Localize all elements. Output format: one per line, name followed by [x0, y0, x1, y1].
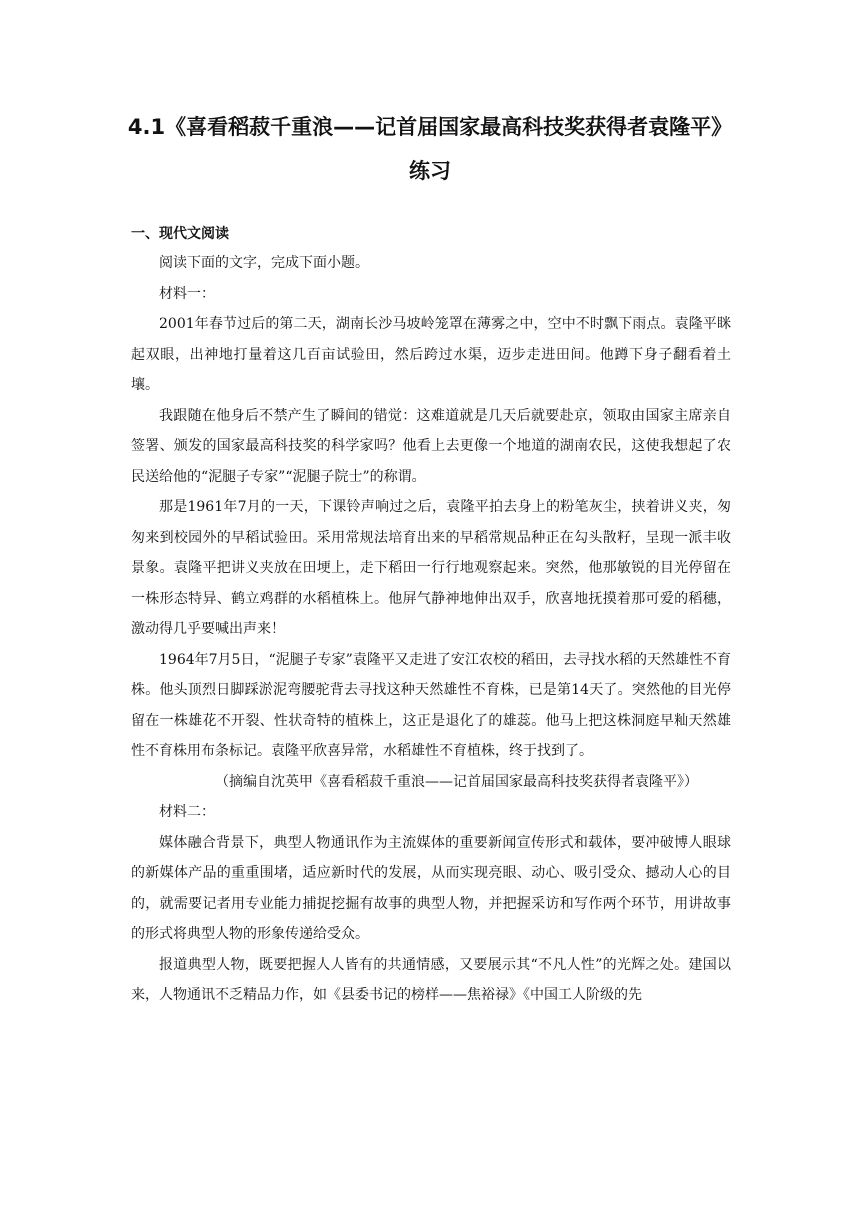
document-title-line2: 练习 [409, 159, 451, 183]
paragraph: 我跟随在他身后不禁产生了瞬间的错觉：这难道就是几天后就要赴京，领取由国家主席亲自签署、颁发的国家最高科技奖的科学家吗？他看上去更像一个地道的湖南农民，这使我想起了农民送给他的“泥腿子专家”“泥腿子院士”的称谓。 [131, 407, 731, 485]
instruction-text: 阅读下面的文字，完成下面小题。 [159, 255, 369, 271]
paragraph: 媒体融合背景下，典型人物通讯作为主流媒体的重要新闻宣传形式和载体，要冲破博人眼球的新媒体产品的重重围堵，适应新时代的发展，从而实现亮眼、动心、吸引受众、撼动人心的目的，就需要记者用专业能力捕捉挖掘有故事的典型人物，并把握采访和写作两个环节，用讲故事的形式将典型人物的形象传递给受众。 [131, 834, 731, 942]
document-title: 4.1《喜看稻菽千重浪——记首届国家最高科技奖获得者袁隆平》 [127, 115, 733, 139]
source-citation: （摘编自沈英甲《喜看稻菽千重浪——记首届国家最高科技奖获得者袁隆平》） [215, 773, 698, 790]
material-label: 材料一： [159, 285, 215, 302]
reading-passage [131, 248, 731, 1011]
paragraph: 报道典型人物，既要把握人人皆有的共通情感，又要展示其“不凡人性”的光辉之处。建国以来，人物通讯不乏精品力作，如《县委书记的榜样——焦裕禄》《中国工人阶级的先 [131, 956, 731, 1003]
paragraph: 那是1961年7月的一天，下课铃声响过之后，袁隆平拍去身上的粉笔灰尘，挟着讲义夹，匆匆来到校园外的早稻试验田。采用常规法培育出来的早稻常规品种正在勾头散籽，呈现一派丰收景象。袁隆平把讲义夹放在田埂上，走下稻田一行行地观察起来。突然，他那敏锐的目光停留在一株形态特异、鹤立鸡群的水稻植株上。他屏气静神地伸出双手，欣喜地抚摸着那可爱的稻穗，激动得几乎要喊出声来！ [131, 499, 731, 637]
section-heading: 一、现代文阅读 [131, 226, 229, 242]
paragraph: 1964年7月5日，“泥腿子专家”袁隆平又走进了安江农校的稻田，去寻找水稻的天然雄性不育株。他头顶烈日脚踩淤泥弯腰驼背去寻找这种天然雄性不育株，已是第14天了。突然他的目光停留在一株雄花不开裂、性状奇特的植株上，这正是退化了的雄蕊。他马上把这株洞庭早籼天然雄性不育株用布条标记。袁隆平欣喜异常，水稻雄性不育植株，终于找到了。 [131, 651, 731, 759]
paragraph: 2001年春节过后的第二天，湖南长沙马坡岭笼罩在薄雾之中，空中不时飘下雨点。袁隆平眯起双眼，出神地打量着这几百亩试验田，然后跨过水渠，迈步走进田间。他蹲下身子翻看着土壤。 [131, 316, 731, 393]
material-label: 材料二： [159, 804, 215, 820]
